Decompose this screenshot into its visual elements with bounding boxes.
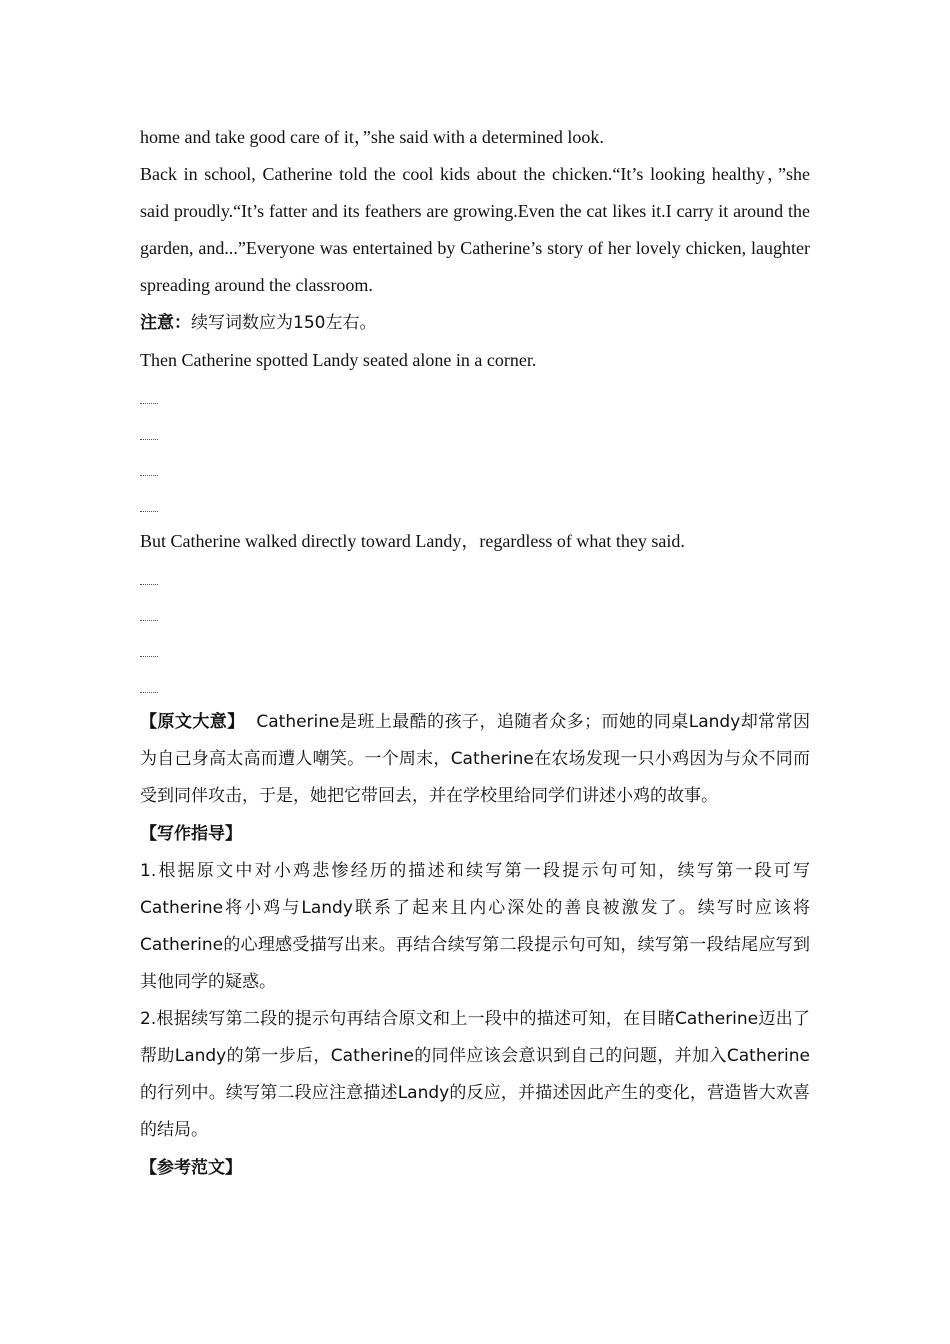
guide-point-1: 1.根据原文中对小鸡悲惨经历的描述和续写第一段提示句可知，续写第一段可写Catherine将小鸡与Landy联系了起来且内心深处的善良被激发了。续写时应该将Catherine的心理感受描写出来。再结合续写第二段提示句可知，续写第一段结尾应写到其他同学的疑惑。	[140, 861, 810, 992]
writing-blank-line[interactable]	[140, 632, 810, 668]
passage-paragraph-2: Back in school, Catherine told the cool kids about the chicken.“It’s looking healthy，”she said proudly.“It’s fatter and its feathers are growing.Even the cat likes it.I carry it around the garden, and...”Everyone was entertained by Catherine’s story of her lovely chicken, laughter spreading around the classroom.	[140, 164, 810, 295]
writing-blank-line[interactable]	[140, 596, 810, 632]
reference-label: 【参考范文】	[140, 1158, 242, 1178]
guide-label: 【写作指导】	[140, 824, 242, 844]
summary-text: Catherine是班上最酷的孩子，追随者众多；而她的同桌Landy却常常因为自己身高太高而遭人嘲笑。一个周末，Catherine在农场发现一只小鸡因为与众不同而受到同伴攻击，于是，她把它带回去，并在学校里给同学们讲述小鸡的故事。	[140, 712, 811, 806]
passage-line-1: home and take good care of it，”she said with a determined look.	[140, 127, 604, 147]
writing-blank-line[interactable]	[140, 415, 810, 451]
note-label: 注意：	[140, 313, 191, 333]
continuation-prompt-1: Then Catherine spotted Landy seated alone in a corner.	[140, 350, 537, 370]
guide-point-2: 2.根据续写第二段的提示句再结合原文和上一段中的描述可知，在目睹Catherine迈出了帮助Landy的第一步后，Catherine的同伴应该会意识到自己的问题，并加入Catherine的行列中。续写第二段应注意描述Landy的反应，并描述因此产生的变化，营造皆大欢喜的结局。	[140, 1009, 810, 1140]
summary-paragraph	[140, 704, 810, 815]
guide-heading	[140, 815, 810, 853]
note-line	[140, 304, 810, 342]
summary-label: 【原文大意】	[140, 712, 245, 732]
continuation-prompt-2: But Catherine walked directly toward Landy，regardless of what they said.	[140, 531, 685, 551]
document-page	[140, 119, 810, 1187]
reference-heading	[140, 1149, 810, 1187]
writing-blank-line[interactable]	[140, 668, 810, 704]
writing-blank-line[interactable]	[140, 451, 810, 487]
writing-blank-line[interactable]	[140, 560, 810, 596]
writing-blank-line[interactable]	[140, 379, 810, 415]
writing-blank-line[interactable]	[140, 487, 810, 523]
note-text: 续写词数应为150左右。	[191, 313, 377, 333]
